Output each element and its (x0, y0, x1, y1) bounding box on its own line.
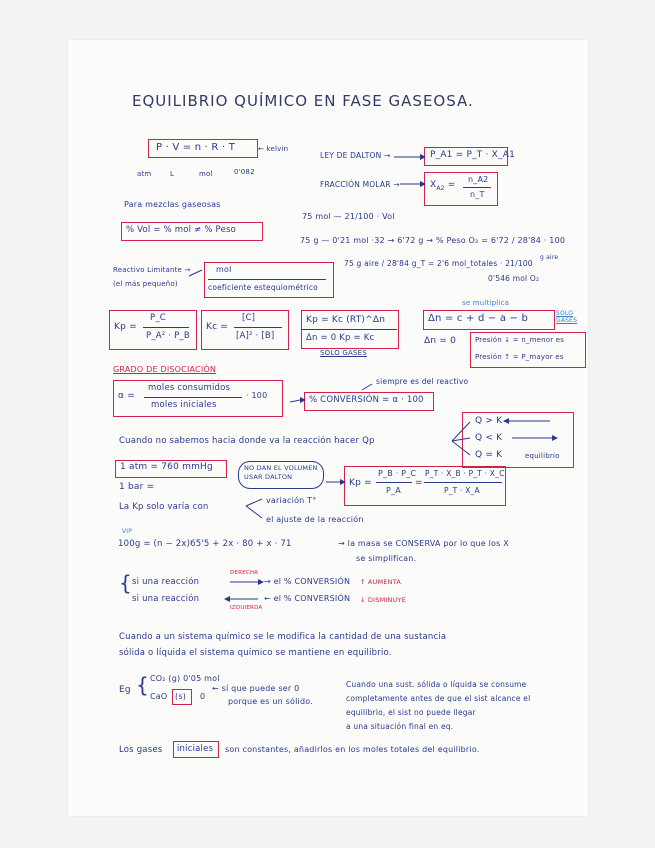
solid-line-1: Cuando a un sistema químico se le modifica la cantidad de una sustancia (119, 632, 447, 642)
kp-lhs: Kp = (114, 322, 137, 332)
molar-fraction-num: n_A2 (468, 175, 489, 184)
quotient-row-2: Q < K (475, 433, 503, 443)
limiting-label: Reactivo Limitante → (113, 266, 191, 274)
example-solid-state: (s) (175, 692, 187, 701)
kp-den: P_A² · P_B (146, 331, 190, 341)
unit-r: 0'082 (234, 168, 255, 176)
shift-increase-label: AUMENTA (367, 578, 402, 586)
mass-equation: 100g = (n − 2x)65'5 + 2x · 80 + x · 71 (118, 539, 292, 549)
molar-fraction-x: $X_{A2}$ = (430, 180, 456, 192)
shift-decrease-label: DISMINUYE (367, 596, 406, 604)
page-title: EQUILIBRIO QUÍMICO EN FASE GASEOSA. (132, 92, 474, 110)
quotient-row-1: Q > K (475, 416, 503, 426)
calc-line-2: 75 g — 0'21 mol ·32 → 6'72 g → % Peso O₂ = 6'72 / 28'84 · 100 (300, 236, 566, 245)
quotient-equilibrium: equilibrio (525, 452, 560, 460)
shift-decrease: ↓ DISMINUYE (360, 596, 406, 604)
kc-num: [C] (242, 313, 256, 323)
delta-n-rule-2: Presión ↑ = P_mayor es (475, 353, 564, 361)
kc-lhs: Kc = (206, 322, 229, 332)
shift-line-1: si una reacción (132, 577, 200, 587)
shift-right-label: DERECHA (230, 570, 259, 576)
limiting-den: coeficiente estequiométrico (208, 283, 318, 292)
shift-brace: { (119, 571, 132, 595)
kp-derived-num-2: P_T · X_B · P_T · X_C (425, 469, 505, 478)
dissociation-times: · 100 (246, 391, 268, 400)
example-brace: { (136, 673, 149, 697)
example-note-2: completamente antes de que el sist alcance el (346, 694, 531, 703)
quotient-row-3: Q = K (475, 450, 503, 460)
mass-note-1: → la masa se CONSERVA por lo que los X (338, 539, 509, 548)
dissociation-lhs: α = (118, 391, 135, 401)
delta-n-rule-1: Presión ↓ = n_menor es (475, 336, 565, 344)
calc-line-4: 0'546 mol O₂ (488, 274, 540, 283)
ideal-gas-formula: P · V = n · R · T (156, 142, 236, 153)
kp-derived-num-1: P_B · P_C (378, 469, 417, 478)
kp-derived-den-1: P_A (386, 486, 401, 495)
gases-text-3: son constantes, añadirlos en los moles totales del equilibrio. (225, 745, 480, 754)
example-co2: CO₂ (g) 0'05 mol (150, 674, 220, 683)
solid-line-2: sólida o líquida el sistema químico se mantiene en equilibrio. (119, 648, 392, 658)
dalton-formula: P_A1 = P_T · X_A1 (430, 150, 516, 160)
example-arrow-note: ← sí que puede ser 0 (212, 684, 300, 693)
dissociation-heading: GRADO DE DISOCIACIÓN (113, 365, 217, 374)
kp-varies-opt-2: el ajuste de la reacción (266, 515, 364, 524)
mixtures-label: Para mezclas gaseosas (124, 200, 221, 209)
molar-fraction-label: FRACCIÓN MOLAR → (320, 180, 400, 189)
shift-increase: ↑ AUMENTA (360, 578, 402, 586)
kp-kc-formula: Kp = Kc (RT)^Δn (306, 315, 386, 325)
mass-note-2: se simplifican. (356, 554, 417, 563)
limiting-num: mol (216, 265, 232, 274)
calc-line-1: 75 mol — 21/100 · Vol (302, 212, 395, 221)
calc-line-3: 75 g aire / 28'84 g_T = 2'6 mol_totales · 21/100 (344, 259, 533, 268)
conversion-formula: % CONVERSIÓN = α · 100 (309, 395, 424, 405)
shift-left-label: IZQUIERDA (230, 605, 263, 611)
kp-num: P_C (150, 313, 166, 323)
shift-line-1-result: → el % CONVERSIÓN (264, 577, 351, 586)
gases-text-2: iniciales (177, 744, 214, 754)
atm-equation: 1 atm = 760 mmHg (120, 462, 213, 472)
quotient-text: Cuando no sabemos hacia donde va la reacción hacer Qp (119, 436, 375, 446)
unit-mol: mol (199, 170, 213, 178)
dissociation-num: moles consumidos (148, 383, 231, 393)
bar-equation: 1 bar = (119, 482, 155, 492)
kelvin-note: ← kelvin (258, 145, 289, 153)
example-cao: CaO (150, 692, 168, 701)
example-note-3: equilibrio, el sist no puede llegar (346, 708, 476, 717)
kp-derived-lhs: Kp = (349, 478, 372, 488)
shift-line-2-result: ← el % CONVERSIÓN (264, 594, 351, 603)
example-note-4: a una situación final en eq. (346, 722, 454, 731)
limiting-note: (el más pequeño) (113, 280, 178, 288)
kc-den: [A]² · [B] (236, 331, 275, 341)
dalton-label: LEY DE DALTON → (320, 151, 391, 160)
delta-n-top-note: se multiplica (462, 299, 510, 307)
kp-varies-opt-1: variación T° (266, 496, 317, 505)
delta-n-right-note: SOLO GASES (556, 310, 578, 324)
gases-text-1: Los gases (119, 745, 163, 755)
mass-vip-tag: VIP (122, 528, 133, 535)
kp-kc-sub: Δn = 0 Kp = Kc (306, 333, 375, 343)
conversion-note: siempre es del reactivo (376, 377, 469, 386)
mixtures-formula: % Vol = % mol ≠ % Peso (126, 225, 237, 235)
example-zero: 0 (200, 692, 206, 701)
example-note-1: Cuando una sust. sólida o líquida se consume (346, 680, 527, 689)
example-reason: porque es un sólido. (228, 697, 313, 706)
calc-unit: g aire (540, 254, 559, 261)
kp-derived-den-2: P_T · X_A (444, 486, 480, 495)
molar-fraction-den: n_T (470, 190, 485, 199)
kp-kc-note: SOLO GASES (320, 349, 367, 357)
dissociation-den: moles iniciales (151, 400, 217, 410)
shift-line-2: si una reacción (132, 594, 200, 604)
unit-atm: atm (137, 170, 152, 178)
kp-derived-equals: = (415, 478, 423, 488)
delta-n-zero: Δn = 0 (424, 336, 457, 346)
kp-varies-text: La Kp solo varía con (119, 502, 209, 512)
example-label: Eg (119, 685, 131, 695)
unit-l: L (170, 170, 175, 178)
dalton-note: NO DAN EL VOLUMEN USAR DALTON (244, 464, 318, 481)
delta-n-formula: Δn = c + d − a − b (428, 313, 529, 324)
